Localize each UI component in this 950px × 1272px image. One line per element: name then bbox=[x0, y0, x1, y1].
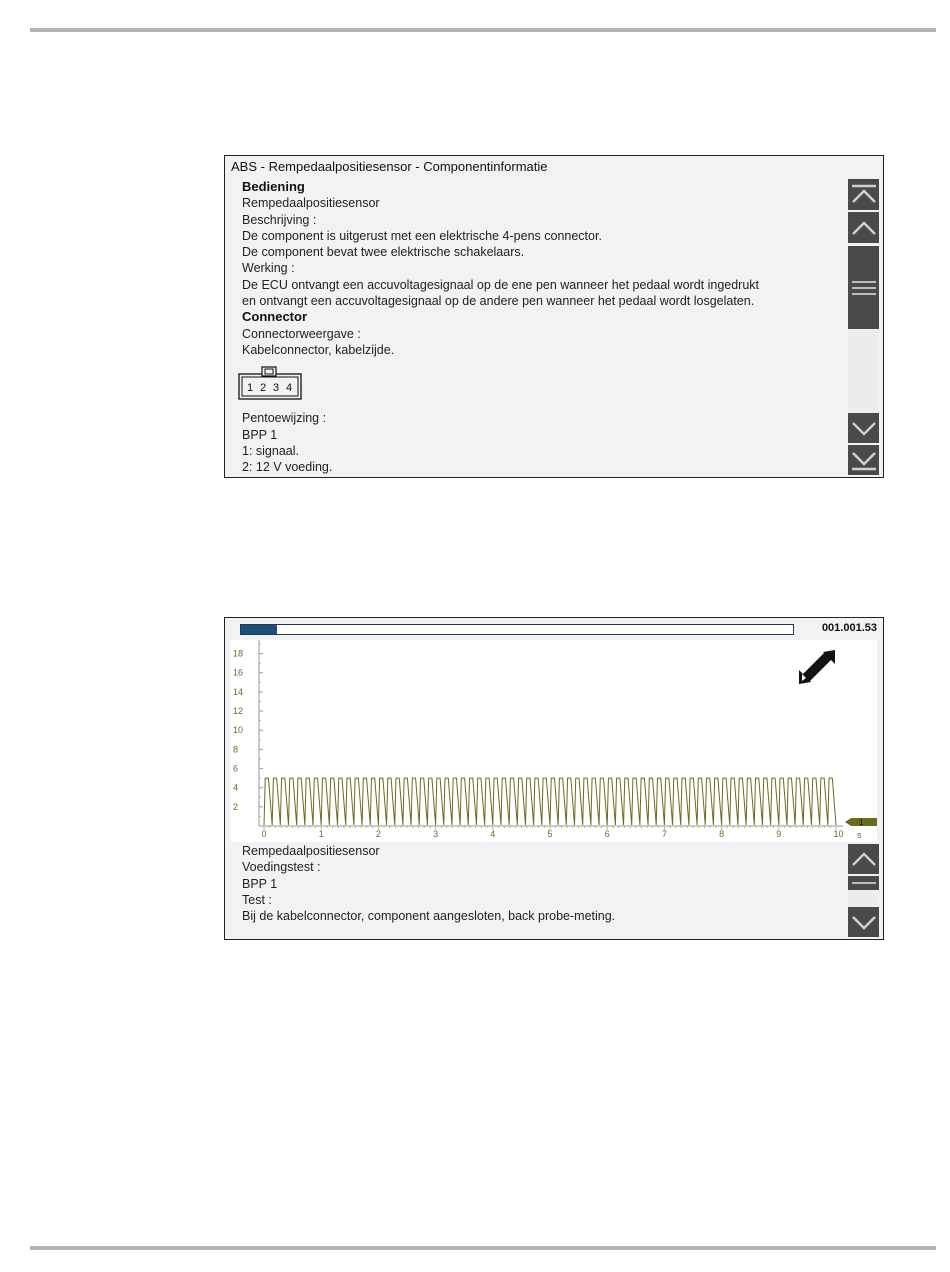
x-tick-label: 10 bbox=[833, 829, 844, 839]
scroll-thumb[interactable] bbox=[848, 876, 879, 890]
connector-pin-label: 4 bbox=[286, 382, 293, 395]
expand-arrows-icon[interactable] bbox=[799, 650, 835, 684]
info-line: Connectorweergave : bbox=[242, 326, 361, 341]
x-tick-label: 4 bbox=[490, 829, 496, 839]
x-tick-label: 0 bbox=[261, 829, 267, 839]
info-line: Kabelconnector, kabelzijde. bbox=[242, 342, 395, 357]
info-line: BPP 1 bbox=[242, 427, 278, 442]
x-tick-label: 3 bbox=[433, 829, 439, 839]
scroll-track[interactable] bbox=[848, 329, 879, 413]
scroll-thumb[interactable] bbox=[848, 246, 879, 329]
info-line: Voedingstest : bbox=[242, 860, 321, 875]
info-line: BPP 1 bbox=[242, 876, 278, 891]
x-tick-label: 2 bbox=[375, 829, 381, 839]
channel-marker[interactable] bbox=[845, 818, 877, 827]
info-line: Pentoewijzing : bbox=[242, 411, 327, 426]
voltage-test-content bbox=[242, 843, 842, 924]
scroll-thumb-grip-icon bbox=[851, 879, 877, 887]
info-line: Werking : bbox=[242, 261, 295, 276]
scroll-to-bottom-button[interactable] bbox=[848, 445, 879, 475]
top-rule bbox=[30, 28, 936, 32]
info-line: en ontvangt een accuvoltagesignaal op de andere pen wanneer het pedaal wordt losgelaten. bbox=[242, 294, 755, 309]
playback-progress-fill bbox=[241, 625, 277, 634]
y-tick-label: 8 bbox=[233, 744, 239, 755]
info-line: De component is uitgerust met een elektrische 4-pens connector. bbox=[242, 228, 602, 243]
connector-4pin-icon bbox=[238, 366, 308, 402]
scroll-to-top-button[interactable] bbox=[848, 179, 879, 210]
voltage-test-panel bbox=[224, 617, 884, 940]
scroll-to-top-icon bbox=[850, 183, 878, 207]
bottom-rule bbox=[30, 1246, 936, 1250]
scroll-down-icon bbox=[850, 418, 878, 438]
connector-pin-label: 1 bbox=[247, 382, 254, 395]
info-line: De component bevat twee elektrische schakelaars. bbox=[242, 245, 525, 260]
channel-marker-label: 1 bbox=[859, 818, 864, 827]
info-line: Rempedaalpositiesensor bbox=[242, 844, 380, 858]
component-info-scrollbar[interactable] bbox=[848, 179, 879, 475]
connector-pin-label: 2 bbox=[260, 382, 267, 395]
y-tick-label: 16 bbox=[233, 667, 244, 678]
scroll-thumb-grip-icon bbox=[851, 278, 877, 298]
section-heading: Connector bbox=[242, 309, 307, 325]
info-line: 2: 12 V voeding. bbox=[242, 460, 333, 475]
voltage-test-scrollbar[interactable] bbox=[848, 844, 879, 937]
info-line: Beschrijving : bbox=[242, 212, 317, 227]
x-tick-label: 9 bbox=[776, 829, 782, 839]
y-tick-label: 12 bbox=[233, 706, 244, 717]
scroll-down-icon bbox=[850, 912, 878, 932]
y-tick-label: 4 bbox=[233, 782, 239, 793]
x-tick-label: 6 bbox=[604, 829, 610, 839]
y-tick-label: 18 bbox=[233, 648, 244, 659]
x-tick-label: 1 bbox=[318, 829, 324, 839]
waveform-chart bbox=[231, 640, 877, 842]
info-line: Rempedaalpositiesensor bbox=[242, 196, 380, 211]
scroll-to-bottom-icon bbox=[850, 448, 878, 472]
panel-title: ABS - Rempedaalpositiesensor - Componentinformatie bbox=[231, 159, 548, 174]
connector-diagram bbox=[242, 358, 842, 408]
info-line: De ECU ontvangt een accuvoltagesignaal op de ene pen wanneer het pedaal wordt ingedrukt bbox=[242, 277, 760, 292]
scroll-up-button[interactable] bbox=[848, 212, 879, 243]
y-tick-label: 10 bbox=[233, 725, 244, 736]
info-line: Bij de kabelconnector, component aangesloten, back probe-meting. bbox=[242, 909, 616, 924]
y-tick-label: 2 bbox=[233, 801, 239, 812]
scroll-track[interactable] bbox=[848, 890, 879, 907]
component-info-content bbox=[242, 179, 842, 475]
info-line: 1: signaal. bbox=[242, 443, 299, 458]
timecode: 001.001.53 bbox=[821, 622, 877, 634]
y-tick-label: 14 bbox=[233, 686, 244, 697]
x-tick-label: 8 bbox=[719, 829, 725, 839]
signal-trace bbox=[264, 778, 836, 825]
component-info-panel bbox=[224, 155, 884, 478]
x-tick-label: 5 bbox=[547, 829, 553, 839]
playback-progress-bar[interactable] bbox=[240, 624, 794, 635]
section-heading: Bediening bbox=[242, 179, 305, 194]
x-unit-label: s bbox=[857, 830, 862, 840]
scroll-down-button[interactable] bbox=[848, 907, 879, 937]
x-tick-label: 7 bbox=[661, 829, 667, 839]
scroll-up-icon bbox=[850, 849, 878, 869]
y-tick-label: 6 bbox=[233, 763, 239, 774]
waveform-plot bbox=[231, 640, 877, 842]
connector-pin-label: 3 bbox=[273, 382, 280, 395]
info-line: Test : bbox=[242, 892, 272, 907]
scroll-down-button[interactable] bbox=[848, 413, 879, 443]
scroll-up-icon bbox=[850, 218, 878, 238]
scroll-up-button[interactable] bbox=[848, 844, 879, 874]
